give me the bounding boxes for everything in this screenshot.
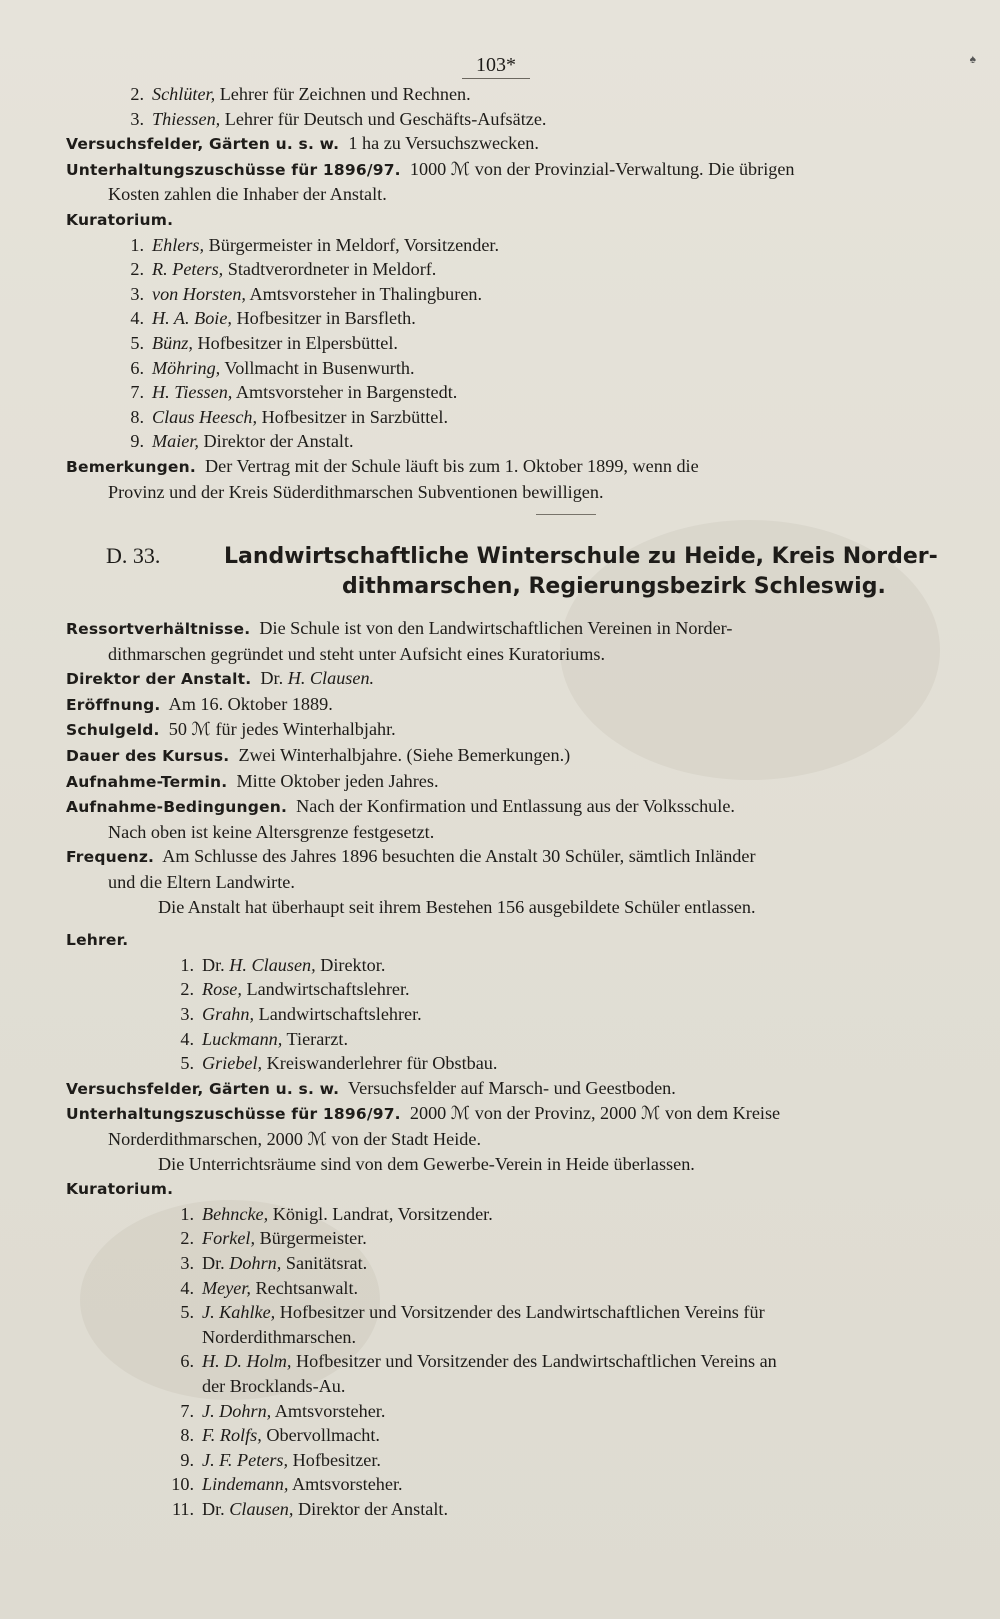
list-item [66, 1027, 926, 1052]
person-role: Amtsvorsteher in Bargenstedt. [235, 382, 458, 403]
person-name: H. A. Boie, [152, 308, 232, 329]
list-item [66, 257, 926, 282]
item-number: 8. [180, 1425, 194, 1446]
entry-label: Unterhaltungszuschüsse für 1896/97. [66, 1105, 401, 1124]
entry-bedingungen [66, 794, 926, 820]
entry-ressort [66, 616, 926, 642]
list-item [66, 1399, 926, 1424]
item-number: 1. [180, 954, 194, 975]
entry-label: Eröffnung. [66, 695, 161, 714]
section-title-line1: Landwirtschaftliche Winterschule zu Heide, Kreis Norder- [224, 544, 938, 570]
item-number: 4. [180, 1277, 194, 1298]
page-number [66, 48, 926, 82]
entry-text: Am 16. Oktober 1889. [168, 693, 333, 714]
entry-continuation: und die Eltern Landwirte. [108, 872, 295, 893]
item-number: 3. [130, 108, 144, 129]
entry-label: Schulgeld. [66, 721, 160, 740]
entry-continuation: Kosten zahlen die Inhaber der Anstalt. [108, 184, 387, 205]
section-title-line2: dithmarschen, Regierungsbezirk Schleswig. [342, 574, 886, 600]
item-number: 1. [180, 1203, 194, 1224]
list-item [66, 1226, 926, 1251]
entry-text: 1 ha zu Versuchszwecken. [348, 133, 539, 154]
person-name: Bünz, [152, 332, 193, 353]
entry-text: Nach der Konfirmation und Entlassung aus der Volksschule. [296, 796, 735, 817]
entry-label: Aufnahme-Bedingungen. [66, 798, 288, 817]
item-number: 5. [130, 332, 144, 353]
person-role: Hofbesitzer und Vorsitzender des Landwirtschaftlichen Vereins für [279, 1302, 765, 1323]
person-role: Amtsvorsteher. [291, 1474, 403, 1495]
item-number: 2. [180, 1228, 194, 1249]
item-number: 2. [130, 259, 144, 280]
person-role: Amtsvorsteher in Thalingburen. [249, 283, 483, 304]
entry-text: 1000 ℳ von der Provinzial-Verwaltung. Die übrigen [409, 158, 795, 179]
entry-label: Direktor der Anstalt. [66, 670, 252, 689]
entry-label: Ressortverhältnisse. [66, 620, 251, 639]
item-number: 3. [180, 1252, 194, 1273]
person-name: Maier, [152, 431, 199, 452]
person-name: J. F. Peters, [202, 1449, 289, 1470]
entry-text: Zwei Winterhalbjahre. (Siehe Bemerkungen.) [238, 745, 571, 766]
entry-direktor [66, 666, 926, 692]
item-number: 6. [130, 357, 144, 378]
list-item [66, 282, 926, 307]
item-number: 10. [171, 1474, 194, 1495]
entry-label: Bemerkungen. [66, 457, 196, 476]
section-code: D. 33. [106, 543, 161, 569]
person-role: Hofbesitzer in Elpersbüttel. [197, 332, 398, 353]
person-name: Ehlers, [152, 234, 205, 255]
person-name: J. Dohrn, [202, 1400, 272, 1421]
entry-label: Versuchsfelder, Gärten u. s. w. [66, 1079, 340, 1098]
kuratorium-heading: Kuratorium. [66, 210, 174, 229]
item-number: 5. [180, 1302, 194, 1323]
person-role: Königl. Landrat, Vorsitzender. [272, 1203, 493, 1224]
person-role: Stadtverordneter in Meldorf. [227, 259, 437, 280]
person-name: Thiessen, [152, 108, 221, 129]
list-item [66, 953, 926, 978]
list-item [66, 405, 926, 430]
person-role: Lehrer für Zeichnen und Rechnen. [219, 84, 471, 104]
person-role: Sanitätsrat. [285, 1252, 368, 1273]
item-number: 1. [130, 234, 144, 255]
list-item [66, 1202, 926, 1227]
list-item [66, 1276, 926, 1301]
entry-termin [66, 769, 926, 795]
person-role: Hofbesitzer in Sarzbüttel. [261, 406, 448, 427]
entry-paragraph: Die Unterrichtsräume sind von dem Gewerbe-Verein in Heide überlassen. [158, 1153, 695, 1174]
person-name: J. Kahlke, [202, 1302, 276, 1323]
entry-schulgeld [66, 717, 926, 743]
list-item [66, 1300, 926, 1325]
person-name: Möhring, [152, 357, 221, 378]
person-role: Lehrer für Deutsch und Geschäfts-Aufsätze. [224, 108, 547, 129]
person-name: H. Tiessen, [152, 382, 233, 403]
entry-label: Frequenz. [66, 848, 155, 867]
page-content [66, 48, 938, 1521]
person-name: Schlüter, [152, 84, 216, 104]
item-number: 6. [180, 1351, 194, 1372]
person-name: R. Peters, [152, 259, 224, 280]
list-item [66, 1349, 926, 1374]
entry-continuation: dithmarschen gegründet und steht unter Aufsicht eines Kuratoriums. [108, 643, 606, 664]
item-number: 8. [130, 406, 144, 427]
list-item [66, 429, 926, 454]
section-title [66, 541, 938, 602]
person-name: Dohrn, [229, 1252, 282, 1273]
list-item [66, 1497, 926, 1522]
list-item [66, 331, 926, 356]
item-number: 3. [180, 1004, 194, 1024]
list-item [66, 1472, 926, 1497]
person-role: Landwirtschaftslehrer. [258, 1004, 422, 1024]
person-role: Kreiswanderlehrer für Obstbau. [266, 1053, 498, 1074]
entry-text: Am Schlusse des Jahres 1896 besuchten die Anstalt 30 Schüler, sämtlich Inländer [162, 846, 756, 867]
entry-continuation: Norderdithmarschen, 2000 ℳ von der Stadt Heide. [108, 1128, 482, 1149]
person-name: Rose, [202, 979, 242, 1000]
entry-unterhaltung [66, 1101, 926, 1127]
list-item [66, 380, 926, 405]
list-item [66, 306, 926, 331]
person-name: Clausen, [229, 1498, 294, 1519]
entry-bemerkungen [66, 454, 926, 480]
person-name: von Horsten, [152, 283, 246, 304]
entry-unterhaltung-top [66, 157, 926, 183]
item-number: 11. [171, 1498, 194, 1519]
kuratorium-list [66, 1202, 926, 1522]
list-item [66, 233, 926, 258]
entry-label: Aufnahme-Termin. [66, 772, 228, 791]
item-number: 7. [180, 1400, 194, 1421]
entry-label: Unterhaltungszuschüsse für 1896/97. [66, 160, 401, 179]
list-item [66, 1448, 926, 1473]
list-item [66, 1423, 926, 1448]
page-number-text: 103* [462, 52, 530, 79]
person-role: Hofbesitzer und Vorsitzender des Landwirtschaftlichen Vereins an [295, 1351, 777, 1372]
list-item [66, 1251, 926, 1276]
entry-text: Versuchsfelder auf Marsch- und Geestboden. [348, 1077, 676, 1098]
entry-text: Mitte Oktober jeden Jahres. [236, 770, 439, 791]
entry-frequenz [66, 844, 926, 870]
person-name: H. Clausen, [229, 954, 316, 975]
item-number: 2. [180, 979, 194, 1000]
lehrer-heading: Lehrer. [66, 931, 129, 950]
item-number: 9. [180, 1449, 194, 1470]
person-role: Direktor der Anstalt. [298, 1498, 449, 1519]
person-name: Lindemann, [202, 1474, 289, 1495]
person-name: H. D. Holm, [202, 1351, 292, 1372]
list-item [66, 82, 926, 107]
person-role: Hofbesitzer. [292, 1449, 381, 1470]
list-item-continuation: der Brocklands-Au. [202, 1375, 346, 1396]
lehrer-list [66, 953, 926, 1076]
item-number: 7. [130, 382, 144, 403]
person-role: Bürgermeister in Meldorf, Vorsitzender. [208, 234, 500, 255]
direktor-prefix: Dr. [260, 668, 284, 689]
person-name: Luckmann, [202, 1028, 283, 1049]
list-item-continuation: Norderdithmarschen. [202, 1326, 357, 1347]
person-name: F. Rolfs, [202, 1425, 262, 1446]
section-divider [536, 514, 596, 515]
person-role: Direktor. [320, 954, 386, 975]
entry-text: 2000 ℳ von der Provinz, 2000 ℳ von dem Kreise [409, 1103, 781, 1124]
item-number: 4. [180, 1028, 194, 1049]
person-prefix: Dr. [202, 1498, 225, 1519]
entry-text: Der Vertrag mit der Schule läuft bis zum 1. Oktober 1899, wenn die [205, 455, 699, 476]
entry-dauer [66, 743, 926, 769]
item-number: 3. [130, 283, 144, 304]
item-number: 9. [130, 431, 144, 452]
person-role: Tierarzt. [286, 1028, 349, 1049]
list-item [66, 977, 926, 1002]
person-role: Hofbesitzer in Barsfleth. [236, 308, 416, 329]
entry-paragraph: Die Anstalt hat überhaupt seit ihrem Bestehen 156 ausgebildete Schüler entlassen. [158, 896, 756, 917]
person-role: Bürgermeister. [259, 1228, 367, 1249]
entry-eroeffnung [66, 692, 926, 718]
person-name: Griebel, [202, 1053, 263, 1074]
person-name: Grahn, [202, 1004, 255, 1024]
item-number: 2. [130, 84, 144, 104]
corner-mark: ♠ [969, 52, 976, 66]
person-role: Rechtsanwalt. [255, 1277, 359, 1298]
top-kuratorium-list [66, 233, 926, 454]
person-prefix: Dr. [202, 954, 225, 975]
person-role: Amtsvorsteher. [274, 1400, 386, 1421]
entry-text: Die Schule ist von den Landwirtschaftlichen Vereinen in Norder- [259, 618, 733, 639]
entry-label: Dauer des Kursus. [66, 747, 230, 766]
person-name: Behncke, [202, 1203, 269, 1224]
list-item [66, 1051, 926, 1076]
person-name: Forkel, [202, 1228, 256, 1249]
item-number: 4. [130, 308, 144, 329]
item-number: 5. [180, 1053, 194, 1074]
entry-versuchsfelder-top [66, 131, 926, 157]
person-name: H. Clausen. [287, 668, 375, 689]
person-role: Obervollmacht. [266, 1425, 380, 1446]
entry-label: Versuchsfelder, Gärten u. s. w. [66, 135, 340, 154]
entry-continuation: Nach oben ist keine Altersgrenze festgesetzt. [108, 821, 435, 842]
list-item [66, 1002, 926, 1027]
person-name: Claus Heesch, [152, 406, 258, 427]
person-prefix: Dr. [202, 1252, 225, 1273]
person-role: Direktor der Anstalt. [203, 431, 354, 452]
person-name: Meyer, [202, 1277, 251, 1298]
person-role: Vollmacht in Busenwurth. [224, 357, 415, 378]
list-item [66, 356, 926, 381]
person-role: Landwirtschaftslehrer. [246, 979, 410, 1000]
kuratorium-heading: Kuratorium. [66, 1180, 174, 1199]
entry-versuchsfelder [66, 1076, 926, 1102]
entry-continuation: Provinz und der Kreis Süderdithmarschen Subventionen bewilligen. [108, 481, 604, 502]
list-item [66, 107, 926, 132]
entry-text: 50 ℳ für jedes Winterhalbjahr. [168, 719, 396, 740]
